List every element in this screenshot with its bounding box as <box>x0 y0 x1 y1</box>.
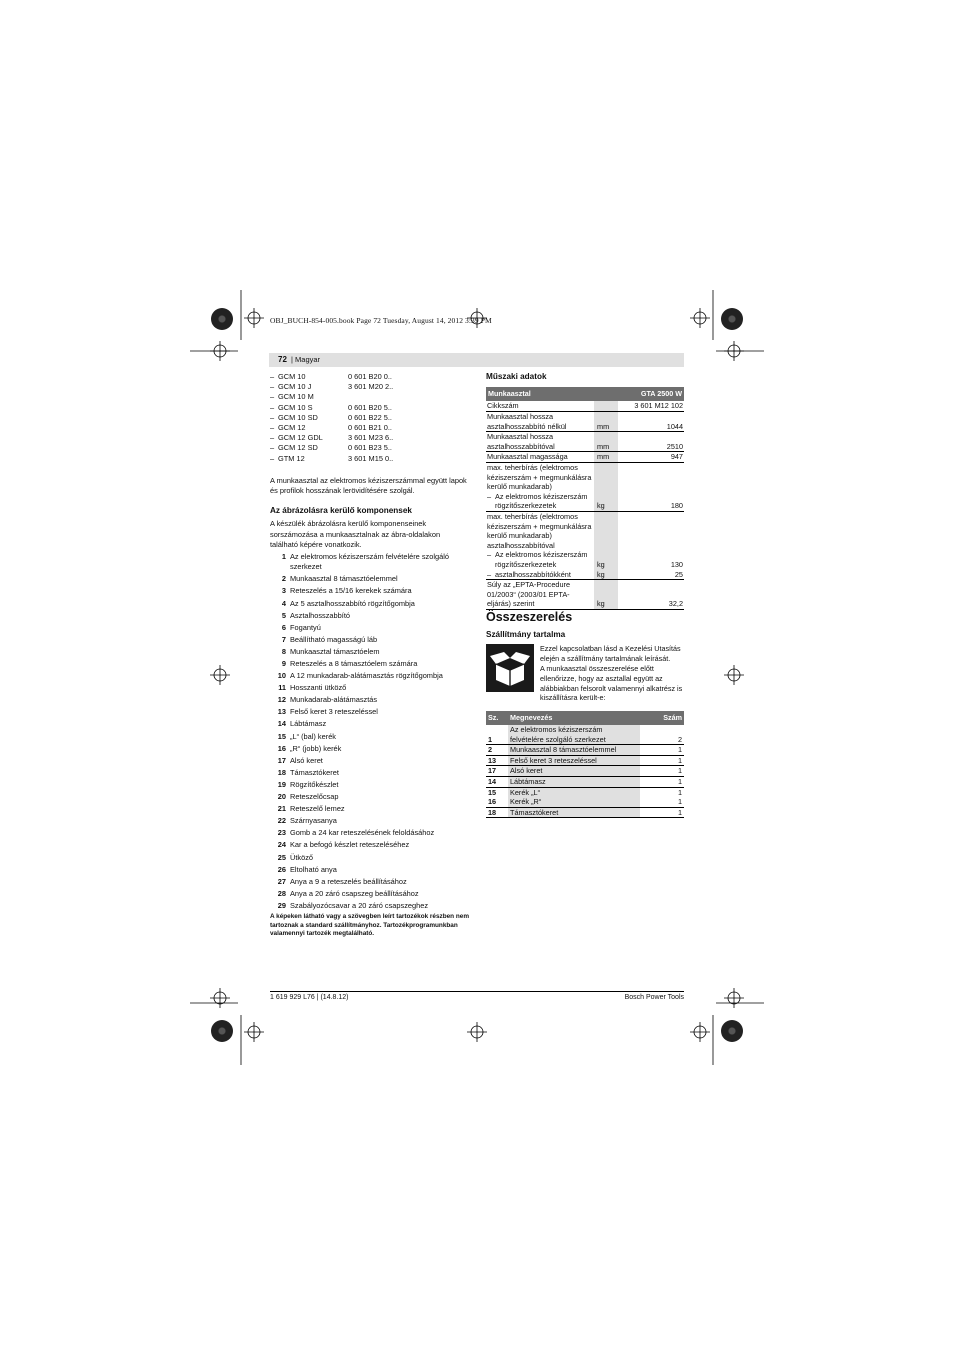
model-row: – GTM 12 3 601 M15 0.. <box>270 454 470 464</box>
list-item: 21 Reteszelő lemez <box>277 804 345 814</box>
list-item: 19 Rögzítőkészlet <box>277 779 339 789</box>
list-item: 2 Munkaasztal 8 támasztóelemmel <box>281 574 398 584</box>
table-row: Súly az „EPTA-Procedure 01/2003“ (2003/01 EPTA-eljárás) szerint kg 32,2 <box>487 580 683 609</box>
list-item: 17 Alsó keret <box>277 755 323 765</box>
table-row: max. teherbírás (elektromos kéziszerszám + megmunkálásra kerülő munkadarab) asztalhosszabbítóval – Az elektromos kéziszerszám rögzítőszerkezetek – asztalhosszabbítókként kg kg 130 25 <box>486 511 684 579</box>
list-item: 11 Hosszanti ütköző <box>278 683 347 693</box>
model-row: – GCM 10 M <box>270 392 470 402</box>
components-intro: A készülék ábrázolásra kerülő komponenseinek sorszámozása a munkaasztalnak az ábra-oldalakon található képére vonatkozik. <box>270 519 441 549</box>
table-row: 2 Munkaasztal 8 támasztóelemmel 1 <box>488 745 682 755</box>
components-heading: Az ábrázolásra kerülő komponensek <box>270 506 412 516</box>
accessory-note: A képeken látható vagy a szövegben leírt tartozékok részben nem tartoznak a standard szállítmányhoz. Tartozékprogramunkban valamennyi tartozék megtalálható. <box>270 912 470 938</box>
crosshair <box>244 308 264 328</box>
list-item: 29 Szabályozócsavar a 20 záró csapszeghez <box>277 900 429 910</box>
table-row: Munkaasztal hossza asztalhosszabbító nélkül mm 1044 <box>487 412 683 431</box>
col-header-name: Munkaasztal <box>486 387 618 401</box>
list-item: 27 Anya a 9 a reteszelés beállításához <box>277 876 407 886</box>
model-row: – GCM 10 S 0 601 B20 5.. <box>270 403 470 413</box>
table-row: max. teherbírás (elektromos kéziszerszám + megmunkálásra kerülő munkadarab) – Az elektromos kéziszerszám rögzítőszerkezetek kg 180 <box>486 462 684 511</box>
table-row: 15 Kerék „L“ 1 <box>488 787 682 797</box>
list-item: 12 Munkadarab-alátámasztás <box>277 695 378 705</box>
model-row: – GCM 10 0 601 B20 0.. <box>270 372 470 382</box>
table-row: 16 Kerék „R“ 1 <box>488 797 682 807</box>
delivery-text-1: Ezzel kapcsolatban lásd a Kezelési Utasítás elején a szállítmány tartalmának leírását. <box>540 644 681 663</box>
right-column <box>486 372 684 818</box>
print-info-line: OBJ_BUCH-854-005.book Page 72 Tuesday, August 14, 2012 3:39 PM <box>270 316 492 325</box>
assembly-heading: Összeszerelés <box>486 609 573 624</box>
list-item: 18 Támasztókeret <box>277 767 339 777</box>
table-row: 14 Lábtámasz 1 <box>488 777 682 787</box>
list-item: 20 Reteszelőcsap <box>277 792 339 802</box>
table-row: Munkaasztal magassága mm 947 <box>487 452 683 462</box>
list-item: 15 „L“ (bal) kerék <box>277 731 336 741</box>
page-header <box>269 353 684 367</box>
table-row: 18 Támasztókeret 1 <box>488 807 682 817</box>
table-row: 17 Alsó keret 1 <box>488 766 682 776</box>
table-row: 13 Felső keret 3 reteszeléssel 1 <box>488 755 682 765</box>
section-language: | Magyar <box>291 355 321 364</box>
delivery-heading: Szállítmány tartalma <box>486 630 566 640</box>
list-item: 9 Reteszelés a 8 támasztóelem számára <box>281 659 418 668</box>
model-row: – GCM 10 J 3 601 M20 2.. <box>270 382 470 392</box>
table-row: 1 Az elektromos kéziszerszám felvételére szolgáló szerkezet 2 <box>488 725 682 744</box>
list-item: 3 Reteszelés a 15/16 kerekek számára <box>281 586 412 596</box>
list-item: 10 A 12 munkadarab-alátámasztás rögzítőgombja <box>277 671 443 681</box>
table-row: Cikkszám 3 601 M12 102 <box>487 401 683 411</box>
model-row: – GCM 12 SD 0 601 B23 5.. <box>270 443 470 453</box>
list-item: 24 Kar a befogó készlet reteszeléséhez <box>277 840 410 850</box>
list-item: 22 Szárnyasanya <box>277 816 337 826</box>
page-number: 72 <box>278 355 287 364</box>
list-item: 13 Felső keret 3 reteszeléssel <box>277 707 378 717</box>
parts-table-header: Sz. Megnevezés Szám <box>486 711 684 725</box>
list-item: 26 Eltolható anya <box>277 864 337 874</box>
left-column <box>270 372 470 939</box>
list-item: 14 Lábtámasz <box>277 719 327 729</box>
parts-table <box>486 711 684 819</box>
specs-heading: Műszaki adatok <box>486 372 547 381</box>
model-row: – GCM 12 GDL 3 601 M23 6.. <box>270 433 470 443</box>
footer-doc-number: 1 619 929 L76 | (14.8.12) <box>270 994 349 1001</box>
list-item: 1 Az elektromos kéziszerszám felvételére szolgáló szerkezet <box>281 552 449 572</box>
model-row: – GCM 10 SD 0 601 B22 5.. <box>270 413 470 423</box>
footer-brand: Bosch Power Tools <box>624 994 684 1001</box>
list-item: 8 Munkaasztal támasztóelem <box>281 646 380 656</box>
model-row: – GCM 12 0 601 B21 0.. <box>270 423 470 433</box>
list-item: 5 Asztalhosszabbító <box>281 610 350 620</box>
delivery-text-2: A munkaasztal összeszerelése előtt ellenőrizze, hogy az asztallal együtt az alábbiakban felsorolt valamennyi alkatrész is kiszállításra került-e: <box>540 664 683 703</box>
specs-table <box>486 387 684 610</box>
col-header-model: GTA 2500 W <box>618 387 684 401</box>
list-item: 16 „R“ (jobb) kerék <box>277 743 342 753</box>
list-item: 25 Ütköző <box>277 852 314 862</box>
footer-divider <box>270 991 684 992</box>
model-list <box>270 372 470 464</box>
list-item: 4 Az 5 asztalhosszabbító rögzítőgombja <box>281 598 415 608</box>
components-list <box>270 552 470 911</box>
table-row: Munkaasztal hossza asztalhosszabbítóval mm 2510 <box>487 432 683 451</box>
list-item: 6 Fogantyú <box>281 622 321 632</box>
list-item: 7 Beállítható magasságú láb <box>281 634 378 644</box>
box-icon <box>486 644 534 692</box>
delivery-info <box>486 644 684 703</box>
list-item: 28 Anya a 20 záró csapszeg beállításához <box>277 888 419 898</box>
specs-table-header <box>486 387 684 401</box>
list-item: 23 Gomb a 24 kar reteszelésének feloldásához <box>277 828 435 838</box>
intro-text: A munkaasztal az elektromos kéziszerszámmal együtt lapok és profilok hosszának lerövidítésére szolgál. <box>270 475 467 496</box>
